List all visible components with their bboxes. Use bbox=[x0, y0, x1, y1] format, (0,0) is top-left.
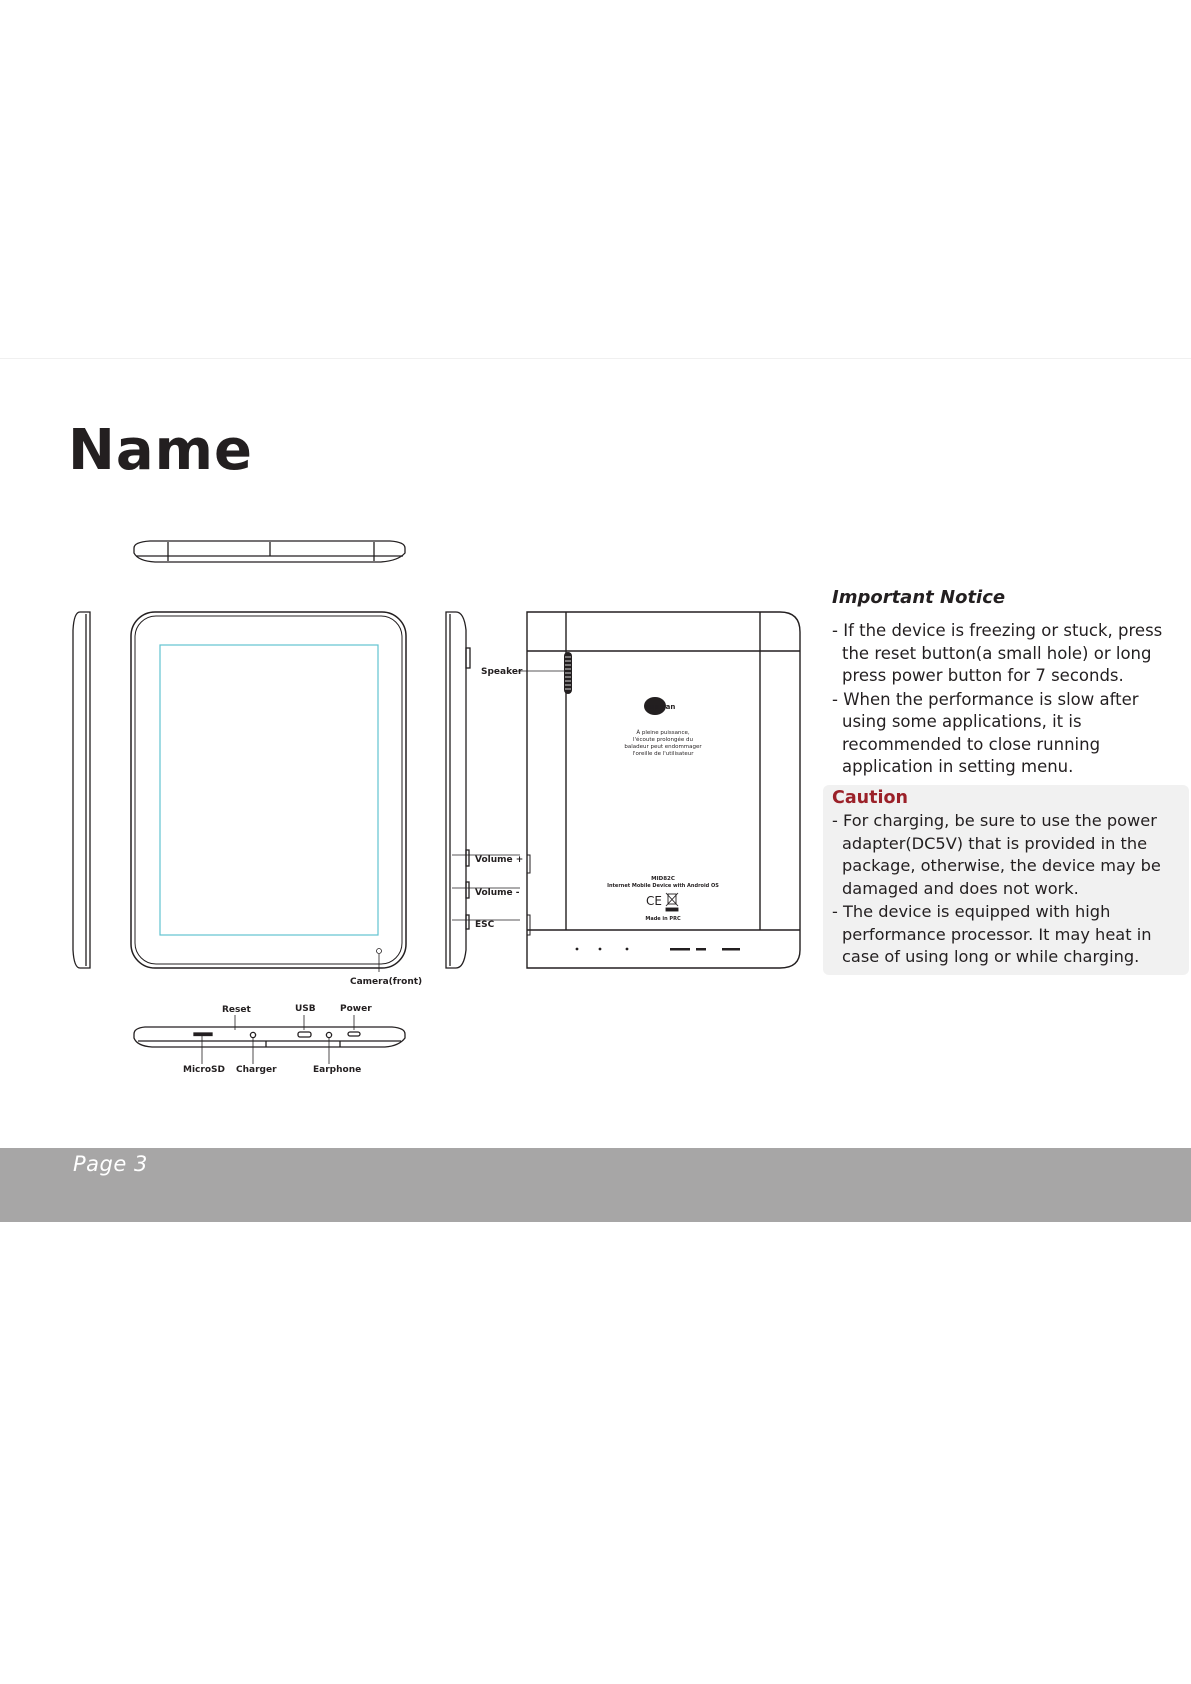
page-top-rule bbox=[0, 358, 1191, 359]
caution-item: - For charging, be sure to use the power adapter(DC5V) that is provided in the package, otherwise, the device may be damaged and does not work. bbox=[832, 811, 1161, 898]
tablet-front bbox=[131, 612, 406, 968]
notice-item: - When the performance is slow after using some applications, it is recommended to close running application in setting menu. bbox=[832, 689, 1139, 776]
label-earphone: Earphone bbox=[313, 1065, 362, 1075]
tablet-bottom-edge bbox=[134, 1027, 405, 1047]
front-camera bbox=[377, 949, 382, 954]
brand-name: mpman bbox=[646, 703, 676, 711]
label-usb: USB bbox=[295, 1004, 316, 1014]
made-in-label: Made in PRC bbox=[645, 916, 681, 922]
label-speaker: Speaker bbox=[481, 667, 523, 677]
tablet-diagram bbox=[0, 520, 810, 1090]
page-number: Page 3 bbox=[73, 1152, 148, 1176]
ce-mark: CE bbox=[646, 894, 662, 908]
label-esc: ESC bbox=[475, 920, 495, 930]
label-reset: Reset bbox=[222, 1005, 251, 1015]
page-title: Name bbox=[68, 418, 253, 483]
caution-item: - The device is equipped with high performance processor. It may heat in case of using long or while charging. bbox=[832, 902, 1152, 966]
warning-line: l'écoute prolongée du bbox=[633, 737, 693, 743]
notice-item: - If the device is freezing or stuck, press the reset button(a small hole) or long press power button for 7 seconds. bbox=[832, 621, 1163, 685]
warning-line: À pleine puissance, bbox=[636, 730, 690, 736]
speaker-grille bbox=[564, 652, 572, 694]
tablet-left-side bbox=[73, 612, 90, 968]
weee-bin-icon bbox=[666, 893, 678, 911]
important-notice bbox=[832, 587, 1172, 780]
label-power: Power bbox=[340, 1004, 372, 1014]
tablet-top-edge bbox=[134, 541, 405, 562]
caution-heading: Caution bbox=[832, 788, 908, 808]
hearing-warning bbox=[624, 729, 702, 757]
label-microsd: MicroSD bbox=[183, 1065, 225, 1075]
warning-line: baladeur peut endommager bbox=[624, 744, 702, 750]
warning-line: l'oreille de l'utilisateur bbox=[632, 751, 694, 757]
label-volume-down: Volume - bbox=[475, 888, 520, 898]
screen-area bbox=[160, 645, 378, 935]
label-volume-up: Volume + bbox=[475, 855, 524, 865]
caution-section bbox=[832, 788, 1190, 970]
brand-logo bbox=[644, 697, 675, 715]
tablet-right-side bbox=[446, 612, 470, 968]
footer-band bbox=[0, 1148, 1191, 1222]
label-charger: Charger bbox=[236, 1065, 277, 1075]
label-camera-front: Camera(front) bbox=[350, 977, 423, 987]
model-description: Internet Mobile Device with Android OS bbox=[607, 883, 719, 889]
back-port-icons bbox=[576, 948, 740, 951]
model-number: MID82C bbox=[651, 876, 675, 882]
important-notice-heading: Important Notice bbox=[832, 587, 1006, 608]
